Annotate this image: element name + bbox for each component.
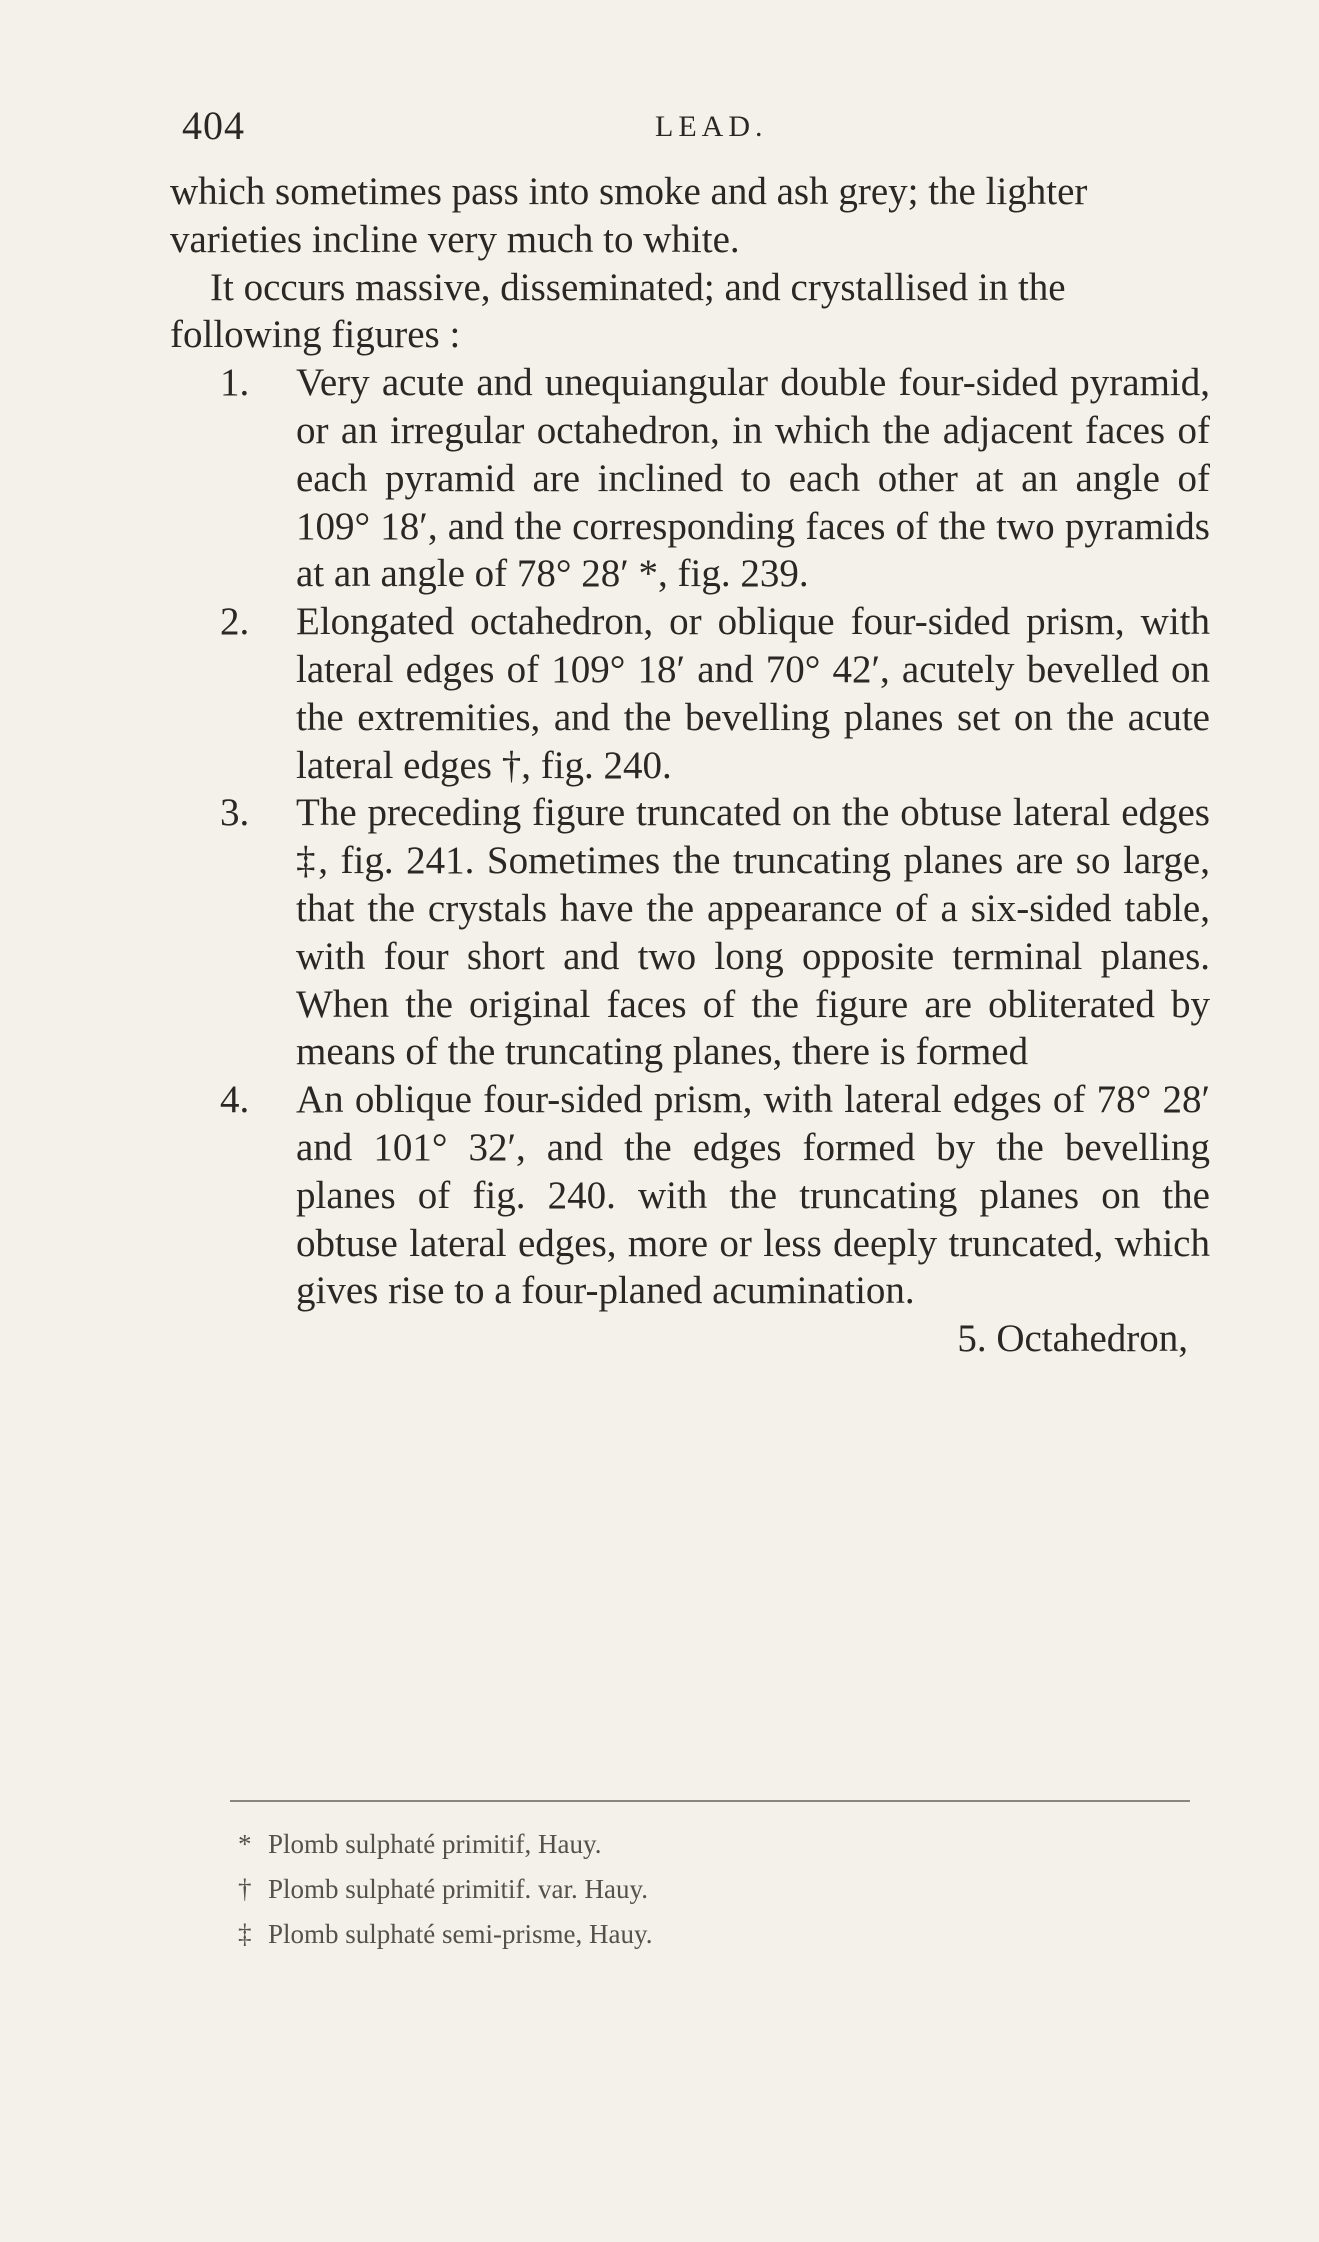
paragraph-continued: which sometimes pass into smoke and ash grey; the lighter varieties incline very much to white. [170, 170, 1088, 261]
footnote [238, 1912, 1138, 1957]
list-item-number: 1. [220, 361, 250, 405]
list-item-text: The preceding figure truncated on the obtuse lateral edges ‡, fig. 241. Sometimes the truncating planes are so large, that the crystals have the appearance of a six-sided table, with four short and two long opposite terminal planes. When the original faces of the figure are obliterated by means of the truncating planes, there is formed [296, 791, 1210, 1074]
body-text [170, 168, 1210, 1363]
list-item [170, 359, 1210, 598]
paragraph-occurrence: It occurs massive, disseminated; and crystallised in the following figures : [170, 265, 1066, 357]
list-item [170, 1076, 1210, 1315]
footnote-mark: † [238, 1874, 252, 1904]
running-head: LEAD. [655, 110, 768, 143]
list-item-text: An oblique four-sided prism, with lateral edges of 78° 28′ and 101° 32′, and the edges formed by the bevelling planes of fig. 240. with the truncating planes on the obtuse lateral edges, more or less deeply truncated, which gives rise to a four-planed acumination. [296, 1078, 1210, 1313]
footnote-divider [230, 1800, 1190, 1802]
list-item-number: 2. [220, 600, 250, 644]
footnote-text: Plomb sulphaté primitif, Hauy. [268, 1829, 602, 1859]
list-item [170, 789, 1210, 1076]
crystal-figures-list [170, 359, 1210, 1315]
footnote [238, 1822, 1138, 1867]
page-number: 404 [182, 103, 245, 148]
footnote-mark: * [238, 1829, 252, 1859]
footnote-mark: ‡ [238, 1919, 252, 1949]
catchword-line: 5. Octahedron, [957, 1317, 1188, 1361]
list-item-text: Elongated octahedron, or oblique four-sided prism, with lateral edges of 109° 18′ and 70° 42′, acutely bevelled on the extremities, and the bevelling planes set on the acute lateral edges †, fig. 240. [296, 600, 1210, 787]
list-item-number: 3. [220, 791, 250, 835]
footnotes [238, 1822, 1138, 1957]
footnote-text: Plomb sulphaté semi-prisme, Hauy. [268, 1919, 653, 1949]
list-item-text: Very acute and unequiangular double four-sided pyramid, or an irregular octahedron, in which the adjacent faces of each pyramid are inclined to each other at an angle of 109° 18′, and the corresponding faces of the two pyramids at an angle of 78° 28′ *, fig. 239. [296, 361, 1210, 596]
footnote-text: Plomb sulphaté primitif. var. Hauy. [268, 1874, 648, 1904]
footnote [238, 1867, 1138, 1912]
list-item-number: 4. [220, 1078, 250, 1122]
list-item [170, 598, 1210, 789]
